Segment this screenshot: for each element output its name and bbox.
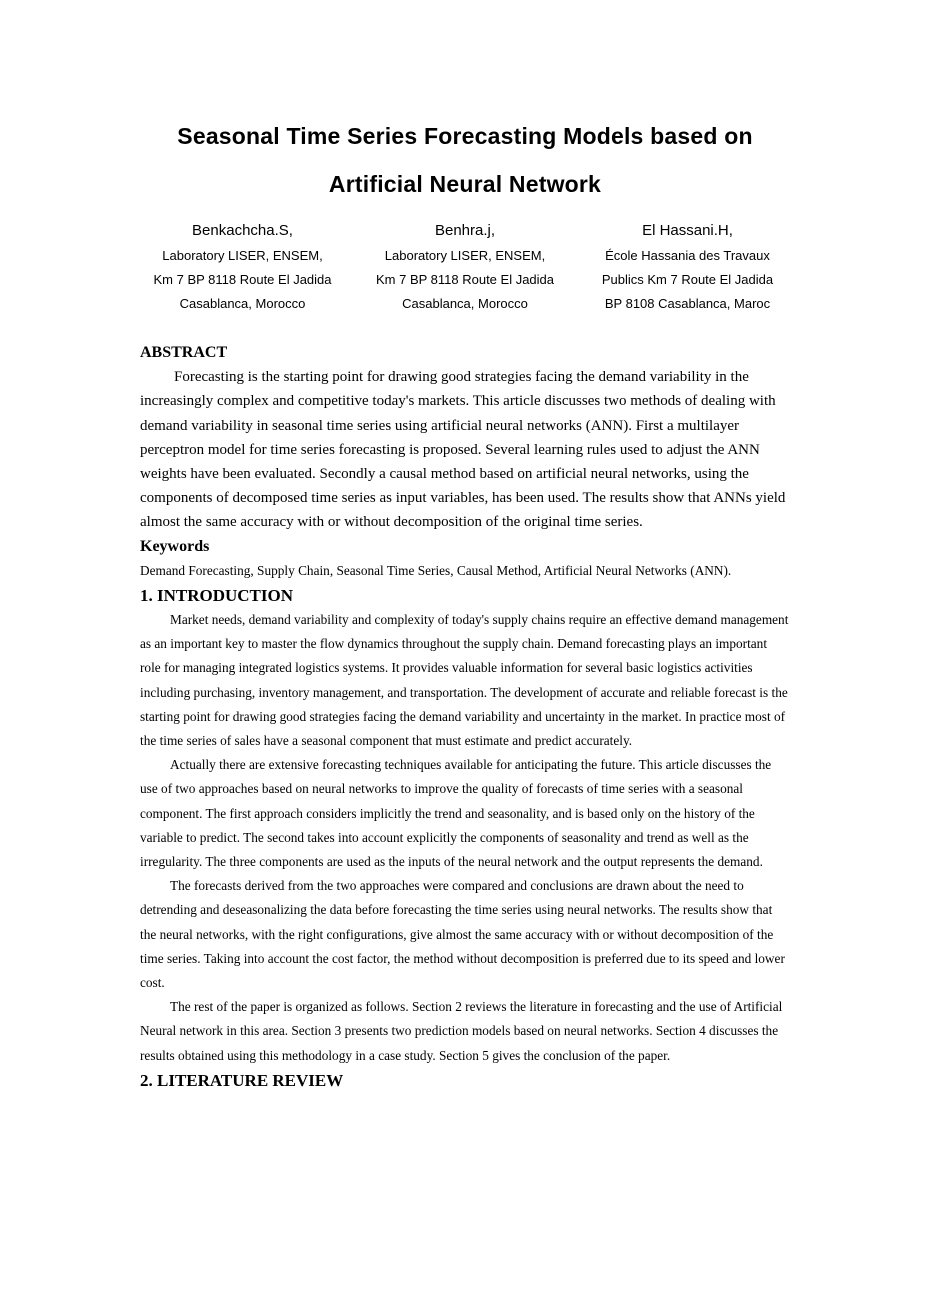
author-name: Benkachcha.S,	[192, 222, 293, 239]
author-affiliation-line: Laboratory LISER, ENSEM,	[162, 248, 323, 263]
author-1	[140, 218, 345, 316]
author-affiliation-line: Laboratory LISER, ENSEM,	[384, 248, 546, 263]
introduction-paragraph-1: Market needs, demand variability and complexity of today's supply chains require an effective demand management as an important key to master the flow dynamics throughout the supply chain. Demand forecasting plays an important role for managing integrated logistics systems. It provides valuable information for several basic logistics activities including purchasing, inventory management, and transportation. The development of accurate and reliable forecast is the starting point for drawing good strategies facing the demand variability and uncertainty in the market. In practice most of the time series of sales have a seasonal component that must estimate and predict accurately.	[140, 612, 789, 749]
paper-body	[140, 341, 790, 1093]
paper-title-line-2: Artificial Neural Network	[328, 171, 602, 197]
author-2	[363, 218, 568, 316]
paper-title-line-1: Seasonal Time Series Forecasting Models based on	[177, 123, 753, 149]
author-affiliation-line: Km 7 BP 8118 Route El Jadida	[153, 272, 332, 287]
introduction-paragraph-3: The forecasts derived from the two approaches were compared and conclusions are drawn about the need to detrending and deseasonalizing the data before forecasting the time series using neural networks. The results show that the neural networks, with the right configurations, give almost the same accuracy with or without decomposition of the time series. Taking into account the cost factor, the method without decomposition is preferred due to its speed and lower cost.	[140, 878, 785, 991]
author-affiliation-line: Publics Km 7 Route El Jadida	[601, 272, 774, 287]
author-name: Benhra.j,	[434, 222, 496, 239]
author-affiliation-line: Km 7 BP 8118 Route El Jadida	[375, 272, 555, 287]
author-block	[140, 218, 790, 316]
literature-review-heading: 2. LITERATURE REVIEW	[140, 1070, 344, 1090]
introduction-paragraph-2: Actually there are extensive forecasting techniques available for anticipating the future. This article discusses the use of two approaches based on neural networks to improve the quality of forecasts of time series with a seasonal component. The first approach considers implicitly the trend and seasonality, and is based only on the history of the variable to predict. The second takes into account explicitly the components of seasonality and trend as well as the irregularity. The three components are used as the inputs of the neural network and the output represents the demand.	[140, 757, 772, 870]
author-affiliation-line: Casablanca, Morocco	[402, 296, 528, 311]
paper-title	[140, 112, 790, 208]
abstract-text: Forecasting is the starting point for drawing good strategies facing the demand variability in the increasingly complex and competitive today's markets. This article discusses two methods of dealing with demand variability in seasonal time series using artificial neural networks (ANN). First a multilayer perceptron model for time series forecasting is proposed. Several learning rules used to adjust the ANN weights have been evaluated. Secondly a causal method based on artificial neural networks, using the components of decomposed time series as input variables, has been used. The results show that ANNs yield almost the same accuracy with or without decomposition of the original time series.	[140, 369, 786, 531]
author-3	[585, 218, 790, 316]
author-affiliation-line: École Hassania des Travaux	[605, 248, 770, 263]
author-name: El Hassani.H,	[642, 222, 733, 239]
abstract-heading: ABSTRACT	[140, 344, 228, 361]
author-affiliation-line: Casablanca, Morocco	[179, 296, 306, 311]
introduction-heading: 1. INTRODUCTION	[140, 586, 294, 606]
introduction-paragraph-4: The rest of the paper is organized as follows. Section 2 reviews the literature in forecasting and the use of Artificial Neural network in this area. Section 3 presents two prediction models based on neural networks. Section 4 discusses the results obtained using this methodology in a case study. Section 5 gives the conclusion of the paper.	[140, 999, 783, 1063]
keywords-text: Demand Forecasting, Supply Chain, Seasonal Time Series, Causal Method, Artificial Neural Networks (ANN).	[140, 562, 732, 578]
author-affiliation-line: BP 8108 Casablanca, Maroc	[604, 296, 771, 311]
keywords-heading: Keywords	[140, 537, 210, 555]
paper-content	[140, 0, 790, 1093]
